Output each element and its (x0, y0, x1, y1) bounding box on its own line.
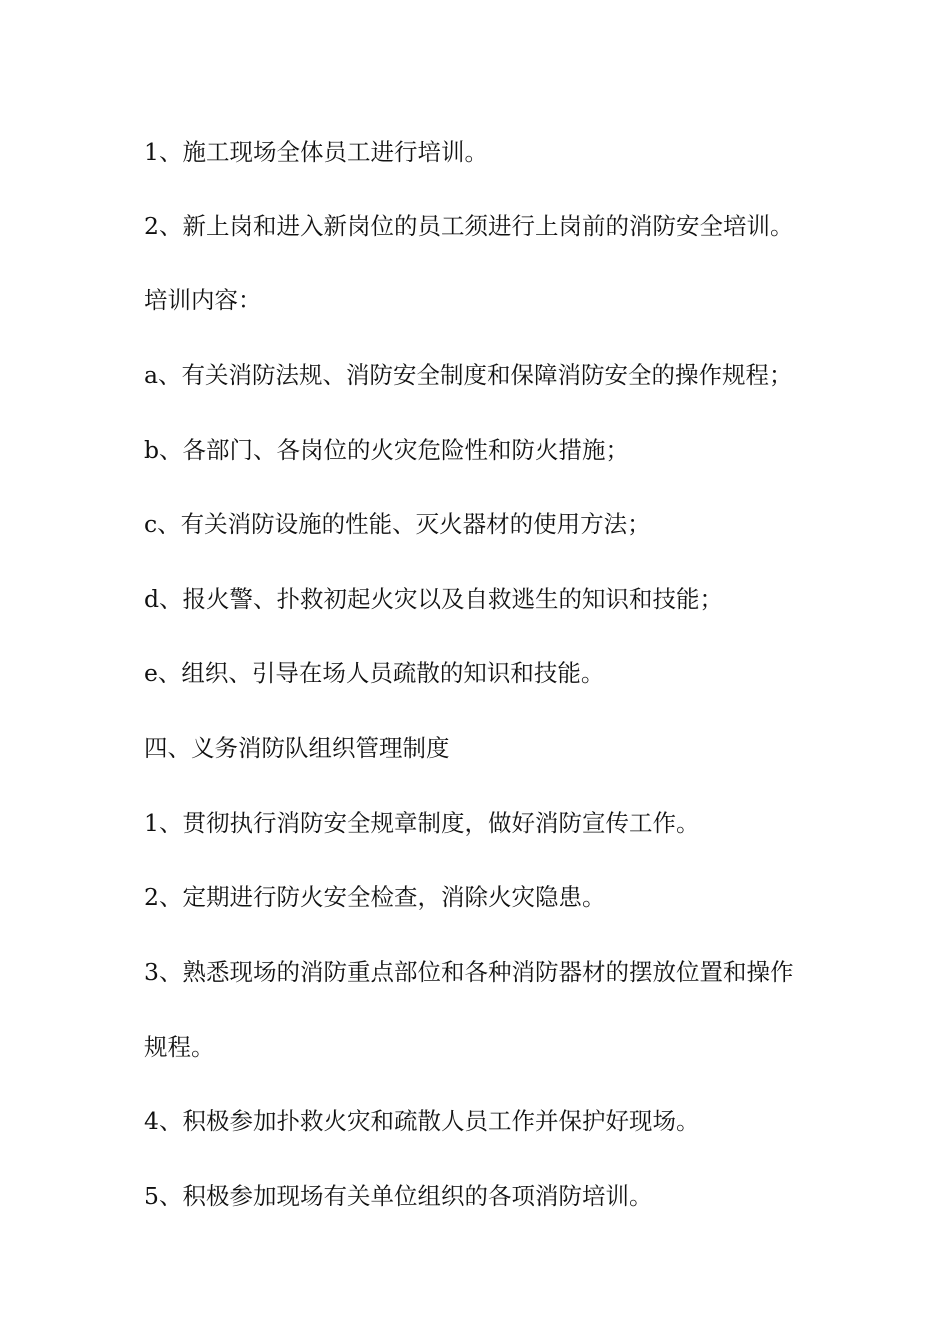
paragraph-line: d、报火警、扑救初起火灾以及自救逃生的知识和技能； (144, 585, 724, 613)
paragraph-line: c、有关消防设施的性能、灭火器材的使用方法； (144, 510, 651, 538)
paragraph-line: 5、积极参加现场有关单位组织的各项消防培训。 (144, 1182, 653, 1210)
paragraph-line: 1、贯彻执行消防安全规章制度，做好消防宣传工作。 (144, 809, 700, 837)
section-heading: 四、义务消防队组织管理制度 (144, 734, 450, 762)
paragraph-line: 1、施工现场全体员工进行培训。 (144, 138, 488, 166)
paragraph-line: 2、新上岗和进入新岗位的员工须进行上岗前的消防安全培训。 (144, 212, 794, 240)
paragraph-line: 4、积极参加扑救火灾和疏散人员工作并保护好现场。 (144, 1107, 700, 1135)
paragraph-line: 规程。 (144, 1033, 215, 1061)
paragraph-line: 3、熟悉现场的消防重点部位和各种消防器材的摆放位置和操作 (144, 958, 794, 986)
paragraph-line: a、有关消防法规、消防安全制度和保障消防安全的操作规程； (144, 361, 793, 389)
paragraph-line: e、组织、引导在场人员疏散的知识和技能。 (144, 659, 605, 687)
paragraph-line: 2、定期进行防火安全检查，消除火灾隐患。 (144, 883, 606, 911)
section-label: 培训内容： (144, 286, 262, 314)
paragraph-line: b、各部门、各岗位的火灾危险性和防火措施； (144, 436, 630, 464)
